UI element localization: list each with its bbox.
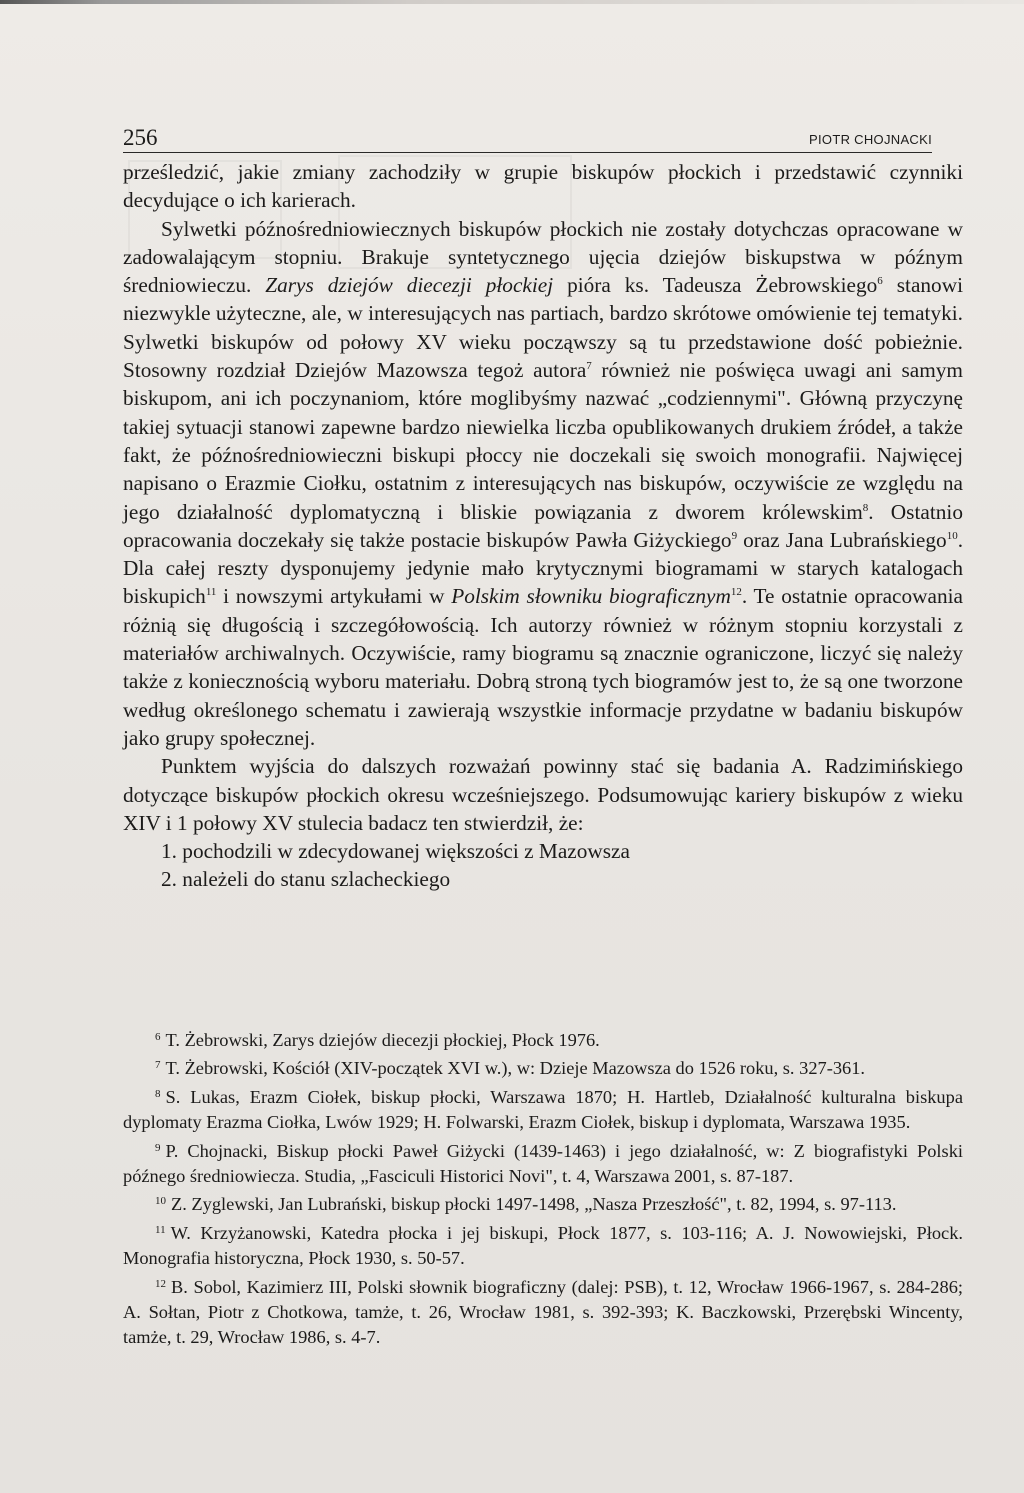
text-run: i nowszymi artykułami w: [216, 584, 452, 609]
running-head: PIOTR CHOJNACKI: [809, 132, 932, 147]
text-run: stanowi niezwykle użyteczne, ale, w interesujących nas partiach, bardzo skrótowe omówienie tej tematyki. Sylwetki biskupów od połowy XV wieku począwszy są tu przedstawione dość pobieżnie. Stosowny rozdział Dziejów Mazowsza tegoż autora: [123, 273, 963, 383]
footnote-text: T. Żebrowski, Kościół (XIV-początek XVI w.), w: Dzieje Mazowsza do 1526 roku, s. 327-361.: [165, 1058, 866, 1079]
text-run: . Ostatnio opracowania doczekały się także postacie biskupów Pawła Giżyckiego: [123, 499, 963, 552]
footnote-ref: 11: [205, 586, 217, 599]
footnote: [123, 1218, 963, 1272]
header-rule: [123, 152, 932, 153]
page-header: [123, 127, 932, 149]
book-title: Polskim słowniku biograficznym: [451, 584, 731, 609]
footnote-number: 10: [155, 1195, 166, 1208]
footnote-number: 6: [155, 1031, 161, 1043]
book-title: Zarys dziejów diecezji płockiej: [265, 273, 554, 298]
text-run: . Te ostatnie opracowania różnią się długością i szczegółowością. Ich autorzy również w różnym stopniu korzystali z materiałów archiwalnych. Oczywiście, ramy biogramu są znacznie ograniczone, liczyć się należy także z koniecznością wyboru materiału. Dobrą stroną tych biogramów jest to, że są one tworzone według określonego schematu i zawierają wszystkie informacje przydatne w badaniu biskupów jako grupy społecznej.: [123, 584, 963, 750]
list-item: 1. pochodzili w zdecydowanej większości z Mazowsza: [161, 839, 630, 864]
page-number: 256: [123, 125, 158, 150]
footnote-number: 9: [155, 1141, 161, 1154]
footnote-text: S. Lukas, Erazm Ciołek, biskup płocki, Warszawa 1870; H. Hartleb, Działalność kulturalna biskupa dyplomaty Erazma Ciołka, Lwów 1929; H. Folwarski, Erazm Ciołek, biskup i dyplomata, Warszawa 1935.: [123, 1086, 963, 1133]
footnote: [123, 1272, 963, 1351]
text-run: . Dla całej reszty dysponujemy jedynie mało krytycznymi biogramami w starych katalogach biskupich: [123, 527, 964, 609]
paragraph: prześledzić, jakie zmiany zachodziły w grupie biskupów płockich i przedstawić czynniki decydujące o ich karierach.: [123, 160, 963, 213]
text-run: Sylwetki późnośredniowiecznych biskupów płockich nie zostały dotychczas opracowane w zadowalającym stopniu. Brakuje syntetycznego ujęcia dziejów biskupstwa w późnym średniowieczu.: [123, 216, 963, 298]
footnote: [123, 1082, 963, 1136]
paragraph: [123, 215, 963, 753]
footnote-number: 8: [155, 1087, 161, 1100]
footnote-text: T. Żebrowski, Zarys dziejów diecezji płockiej, Płock 1976.: [165, 1030, 600, 1050]
footnote-ref: 9: [731, 529, 738, 542]
footnote-ref: 10: [946, 529, 958, 542]
footnote-ref: 8: [862, 501, 869, 514]
text-run: również nie poświęca uwagi ani samym biskupom, ani ich poczynaniom, które moglibyśmy nazwać „codziennymi". Główną przyczynę takiej sytuacji stanowi zapewne bardzo niewielka liczba opublikowanych drukiem źródeł, a także fakt, że późnośredniowieczni biskupi płoccy nie doczekali się swoich monografii. Najwięcej napisano o Erazmie Ciołku, ostatnim z interesujących nas biskupów, oczywiście ze względu na jego działalność dyplomatyczną i bliskie powiązania z dworem królewskim: [123, 358, 963, 524]
footnote-ref: 12: [730, 586, 742, 599]
text-run: oraz Jana Lubrańskiego: [737, 527, 947, 552]
main-text: [123, 158, 963, 894]
text-run: pióra ks. Tadeusza Żebrowskiego: [553, 273, 878, 298]
numbered-list: [123, 837, 963, 894]
footnote-text: Z. Zyglewski, Jan Lubrański, biskup płocki 1497-1498, „Nasza Przeszłość", t. 82, 1994, s. 97-113.: [171, 1194, 897, 1215]
footnote-ref: 6: [877, 275, 883, 288]
footnote-text: W. Krzyżanowski, Katedra płocka i jej biskupi, Płock 1877, s. 103-116; A. J. Nowowiejski, Płock. Monografia historyczna, Płock 1930, s. 50-57.: [123, 1222, 963, 1269]
footnote: [123, 1025, 963, 1053]
footnote: [123, 1136, 963, 1190]
footnote-number: 12: [155, 1277, 166, 1290]
footnote-number: 7: [155, 1059, 161, 1072]
page-top-edge: [0, 0, 1024, 4]
list-item: 2. należeli do stanu szlacheckiego: [161, 867, 451, 892]
footnote-ref: 7: [586, 360, 592, 373]
footnote-text: B. Sobol, Kazimierz III, Polski słownik biograficzny (dalej: PSB), t. 12, Wrocław 1966-1967, s. 284-286; A. Sołtan, Piotr z Chotkowa, tamże, t. 26, Wrocław 1981, s. 392-393; K. Baczkowski, Przerębski Wincenty, tamże, t. 29, Wrocław 1986, s. 4-7.: [123, 1276, 963, 1348]
footnotes: [123, 1025, 963, 1351]
footnote: [123, 1053, 963, 1081]
footnote-number: 11: [155, 1223, 166, 1236]
paragraph: Punktem wyjścia do dalszych rozważań powinny stać się badania A. Radzimińskiego dotyczące biskupów płockich okresu wcześniejszego. Podsumowując kariery biskupów z wieku XIV i 1 połowy XV stulecia badacz ten stwierdził, że:: [123, 754, 963, 835]
footnote: [123, 1189, 963, 1217]
footnote-text: P. Chojnacki, Biskup płocki Paweł Giżycki (1439-1463) i jego działalność, w: Z biografistyki Polski późnego średniowiecza. Studia, „Fasciculi Historici Novi", t. 4, Warszawa 2001, s. 87-187.: [123, 1140, 963, 1187]
